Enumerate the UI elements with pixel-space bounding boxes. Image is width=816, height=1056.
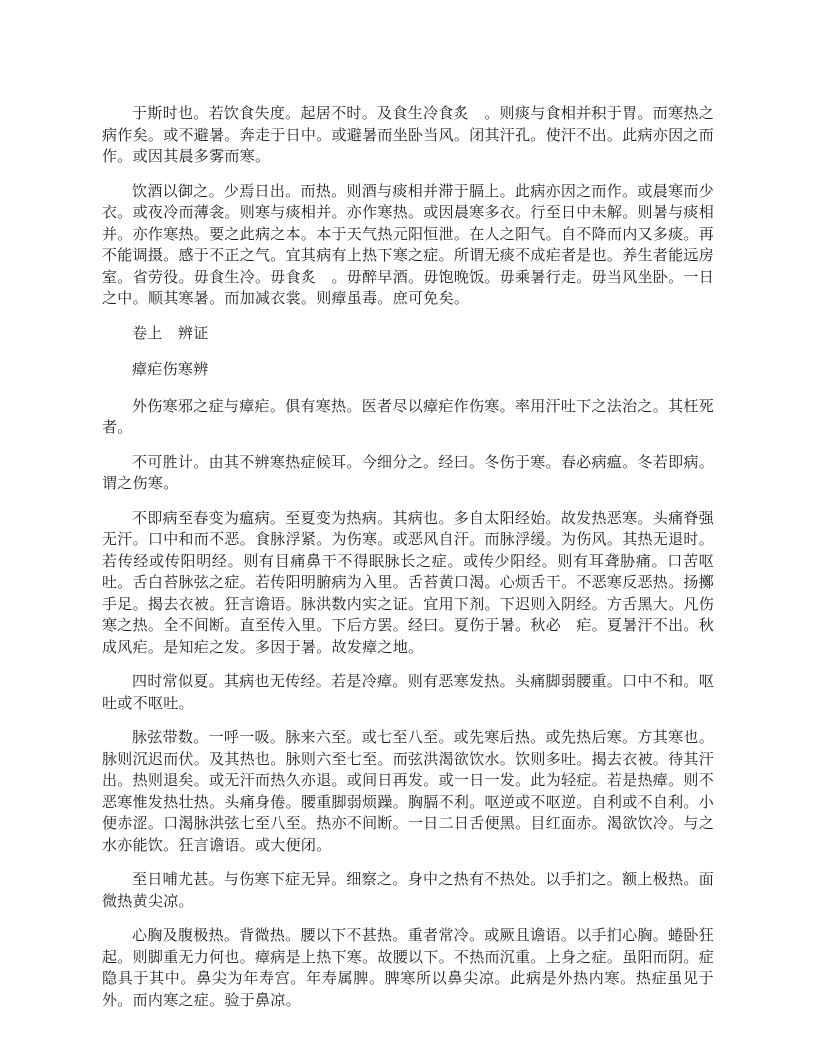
body-paragraph-9: 心胸及腹极热。背微热。腰以下不甚热。重者常冷。或厥且谵语。以手扪心胸。蜷卧狂起。则脚重无力何也。瘴病是上热下寒。故腰以下。不热而沉重。上身之症。虽阳而阴。症隐具于其中。鼻尖为年寿宫。年寿属脾。脾寒所以鼻尖凉。此病是外热内寒。热症虽见于外。而内寒之症。验于鼻凉。 — [102, 928, 715, 1009]
body-paragraph-7: 脉弦带数。一呼一吸。脉来六至。或七至八至。或先寒后热。或先热后寒。方其寒也。脉则沉迟而伏。及其热也。脉则六至七至。而弦洪渴欲饮水。饮则多吐。揭去衣被。待其汗出。热则退矣。或无汗而热久亦退。或间日再发。或一日一发。此为轻症。若是热瘴。则不恶寒惟发热壮热。头痛身倦。腰重脚弱烦躁。胸膈不利。呕逆或不呕逆。自利或不自利。小便赤涩。口渴脉洪弦七至八至。热亦不间断。一日二日舌便黑。目红面赤。渴欲饮冷。与之水亦能饮。狂言谵语。或大便闭。 — [102, 730, 715, 854]
body-paragraph-2: 饮酒以御之。少焉日出。而热。则酒与痰相并滞于膈上。此病亦因之而作。或晨寒而少衣。或夜冷而薄衾。则寒与痰相并。亦作寒热。或因晨寒多衣。行至日中未解。则暑与痰相并。亦作寒热。要之此病之本。本于天气热元阳恒泄。在人之阳气。自不降而内又多痰。再不能调摄。感于不正之气。宜其病有上热下寒之症。所谓无痰不成疟者是也。养生者能远房室。省劳役。毋食生冷。毋食炙 。毋醉早酒。毋饱晚饭。毋乘暑行走。毋当风坐卧。一日之中。顺其寒暑。而加减衣裳。则瘴虽毒。庶可免矣。 — [102, 183, 715, 307]
body-paragraph-6: 四时常似夏。其病也无传经。若是冷瘴。则有恶寒发热。头痛脚弱腰重。口中不和。呕吐或不呕吐。 — [102, 674, 714, 712]
chapter-heading: 卷上 辨证 — [132, 325, 209, 342]
body-paragraph-1: 于斯时也。若饮食失度。起居不时。及食生冷食炙 。则痰与食相并积于胃。而寒热之病作矣。或不避暑。奔走于日中。或避暑而坐卧当风。闭其汗孔。使汗不出。此病亦因之而作。或因其晨多雾而寒。 — [102, 106, 715, 165]
body-paragraph-3: 外伤寒邪之症与瘴疟。俱有寒热。医者尽以瘴疟作伤寒。率用汗吐下之法治之。其枉死者。 — [102, 398, 714, 436]
body-paragraph-5: 不即病至春变为瘟病。至夏变为热病。其病也。多自太阳经始。故发热恶寒。头痛脊强无汗。口中和而不恶。食脉浮紧。为伤寒。或恶风自汗。而脉浮缓。为伤风。其热无退时。若传经或传阳明经。则有目痛鼻干不得眠脉长之症。或传少阳经。则有耳聋胁痛。口苦呕吐。舌白苔脉弦之症。若传阳明腑病为入里。舌苔黄口渴。心烦舌干。不恶寒反恶热。扬擲手足。揭去衣被。狂言谵语。脉洪数内实之证。宜用下剂。下迟则入阴经。方舌黑大。凡伤寒之热。全不间断。直至传入里。下后方罢。经曰。夏伤于暑。秋必 疟。夏暑汗不出。秋成风疟。是知疟之发。多因于暑。故发瘴之地。 — [102, 510, 715, 656]
body-paragraph-8: 至日哺尤甚。与伤寒下症无异。细察之。身中之热有不热处。以手扪之。额上极热。面微热黄尖凉。 — [102, 872, 714, 910]
section-heading: 瘴疟伤寒辨 — [132, 362, 209, 378]
text-column — [102, 104, 714, 1012]
body-paragraph-4: 不可胜计。由其不辨寒热症候耳。今细分之。经曰。冬伤于寒。春必病瘟。冬若即病。谓之伤寒。 — [102, 454, 714, 492]
